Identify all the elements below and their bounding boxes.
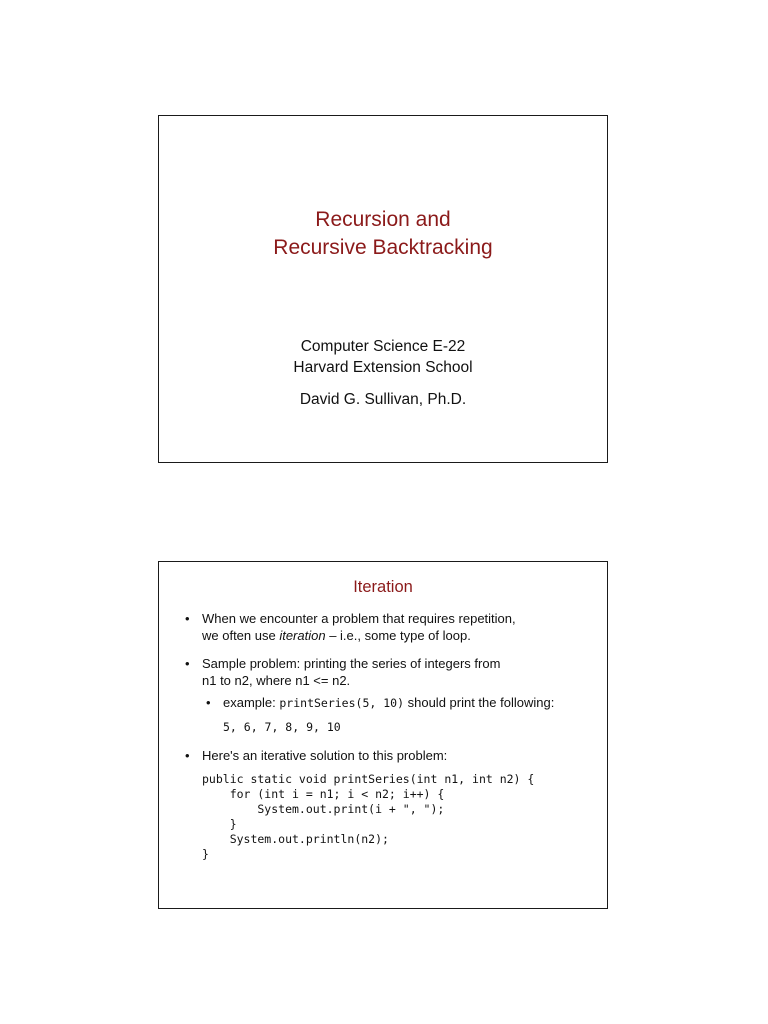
course-info bbox=[159, 336, 607, 410]
example-output: 5, 6, 7, 8, 9, 10 bbox=[223, 720, 341, 734]
sub-bullet-marker: • bbox=[206, 695, 211, 710]
bullet-marker: • bbox=[185, 656, 190, 671]
example-suffix: should print the following: bbox=[404, 695, 555, 710]
bullet-2-line-1: Sample problem: printing the series of integers from bbox=[202, 656, 501, 671]
slide-title bbox=[159, 206, 607, 262]
bullet-1-line-2 bbox=[202, 627, 597, 644]
bullet-item-3 bbox=[185, 747, 597, 862]
bullet-item-2 bbox=[185, 655, 597, 736]
example-prefix: example: bbox=[223, 695, 280, 710]
sub-bullet-example bbox=[206, 694, 597, 712]
code-block: public static void printSeries(int n1, int n2) { for (int i = n1; i < n2; i++) { System.out.print(i + ", "); } System.out.println(n2); } bbox=[202, 772, 535, 861]
slide-heading: Iteration bbox=[353, 578, 413, 596]
example-code: printSeries(5, 10) bbox=[279, 696, 404, 710]
school-name: Harvard Extension School bbox=[293, 359, 473, 376]
bullet-marker: • bbox=[185, 748, 190, 763]
emphasis-iteration: iteration bbox=[279, 628, 326, 643]
title-slide bbox=[158, 115, 608, 463]
bullet-item-1 bbox=[185, 610, 597, 644]
bullet-marker: • bbox=[185, 611, 190, 626]
title-line-1: Recursion and bbox=[315, 208, 451, 231]
bullet-2-line-2: n1 to n2, where n1 <= n2. bbox=[202, 673, 351, 688]
title-line-2: Recursive Backtracking bbox=[273, 236, 493, 259]
author-name: David G. Sullivan, Ph.D. bbox=[299, 391, 467, 408]
bullet-3-text: Here's an iterative solution to this problem: bbox=[202, 748, 448, 763]
course-name: Computer Science E-22 bbox=[300, 338, 466, 355]
iteration-slide bbox=[158, 561, 608, 909]
bullet-1-line-1: When we encounter a problem that requires repetition, bbox=[202, 611, 516, 626]
bullet-list bbox=[185, 610, 597, 873]
bullet-1-suffix: – i.e., some type of loop. bbox=[325, 628, 471, 643]
bullet-1-prefix: we often use bbox=[202, 628, 280, 643]
